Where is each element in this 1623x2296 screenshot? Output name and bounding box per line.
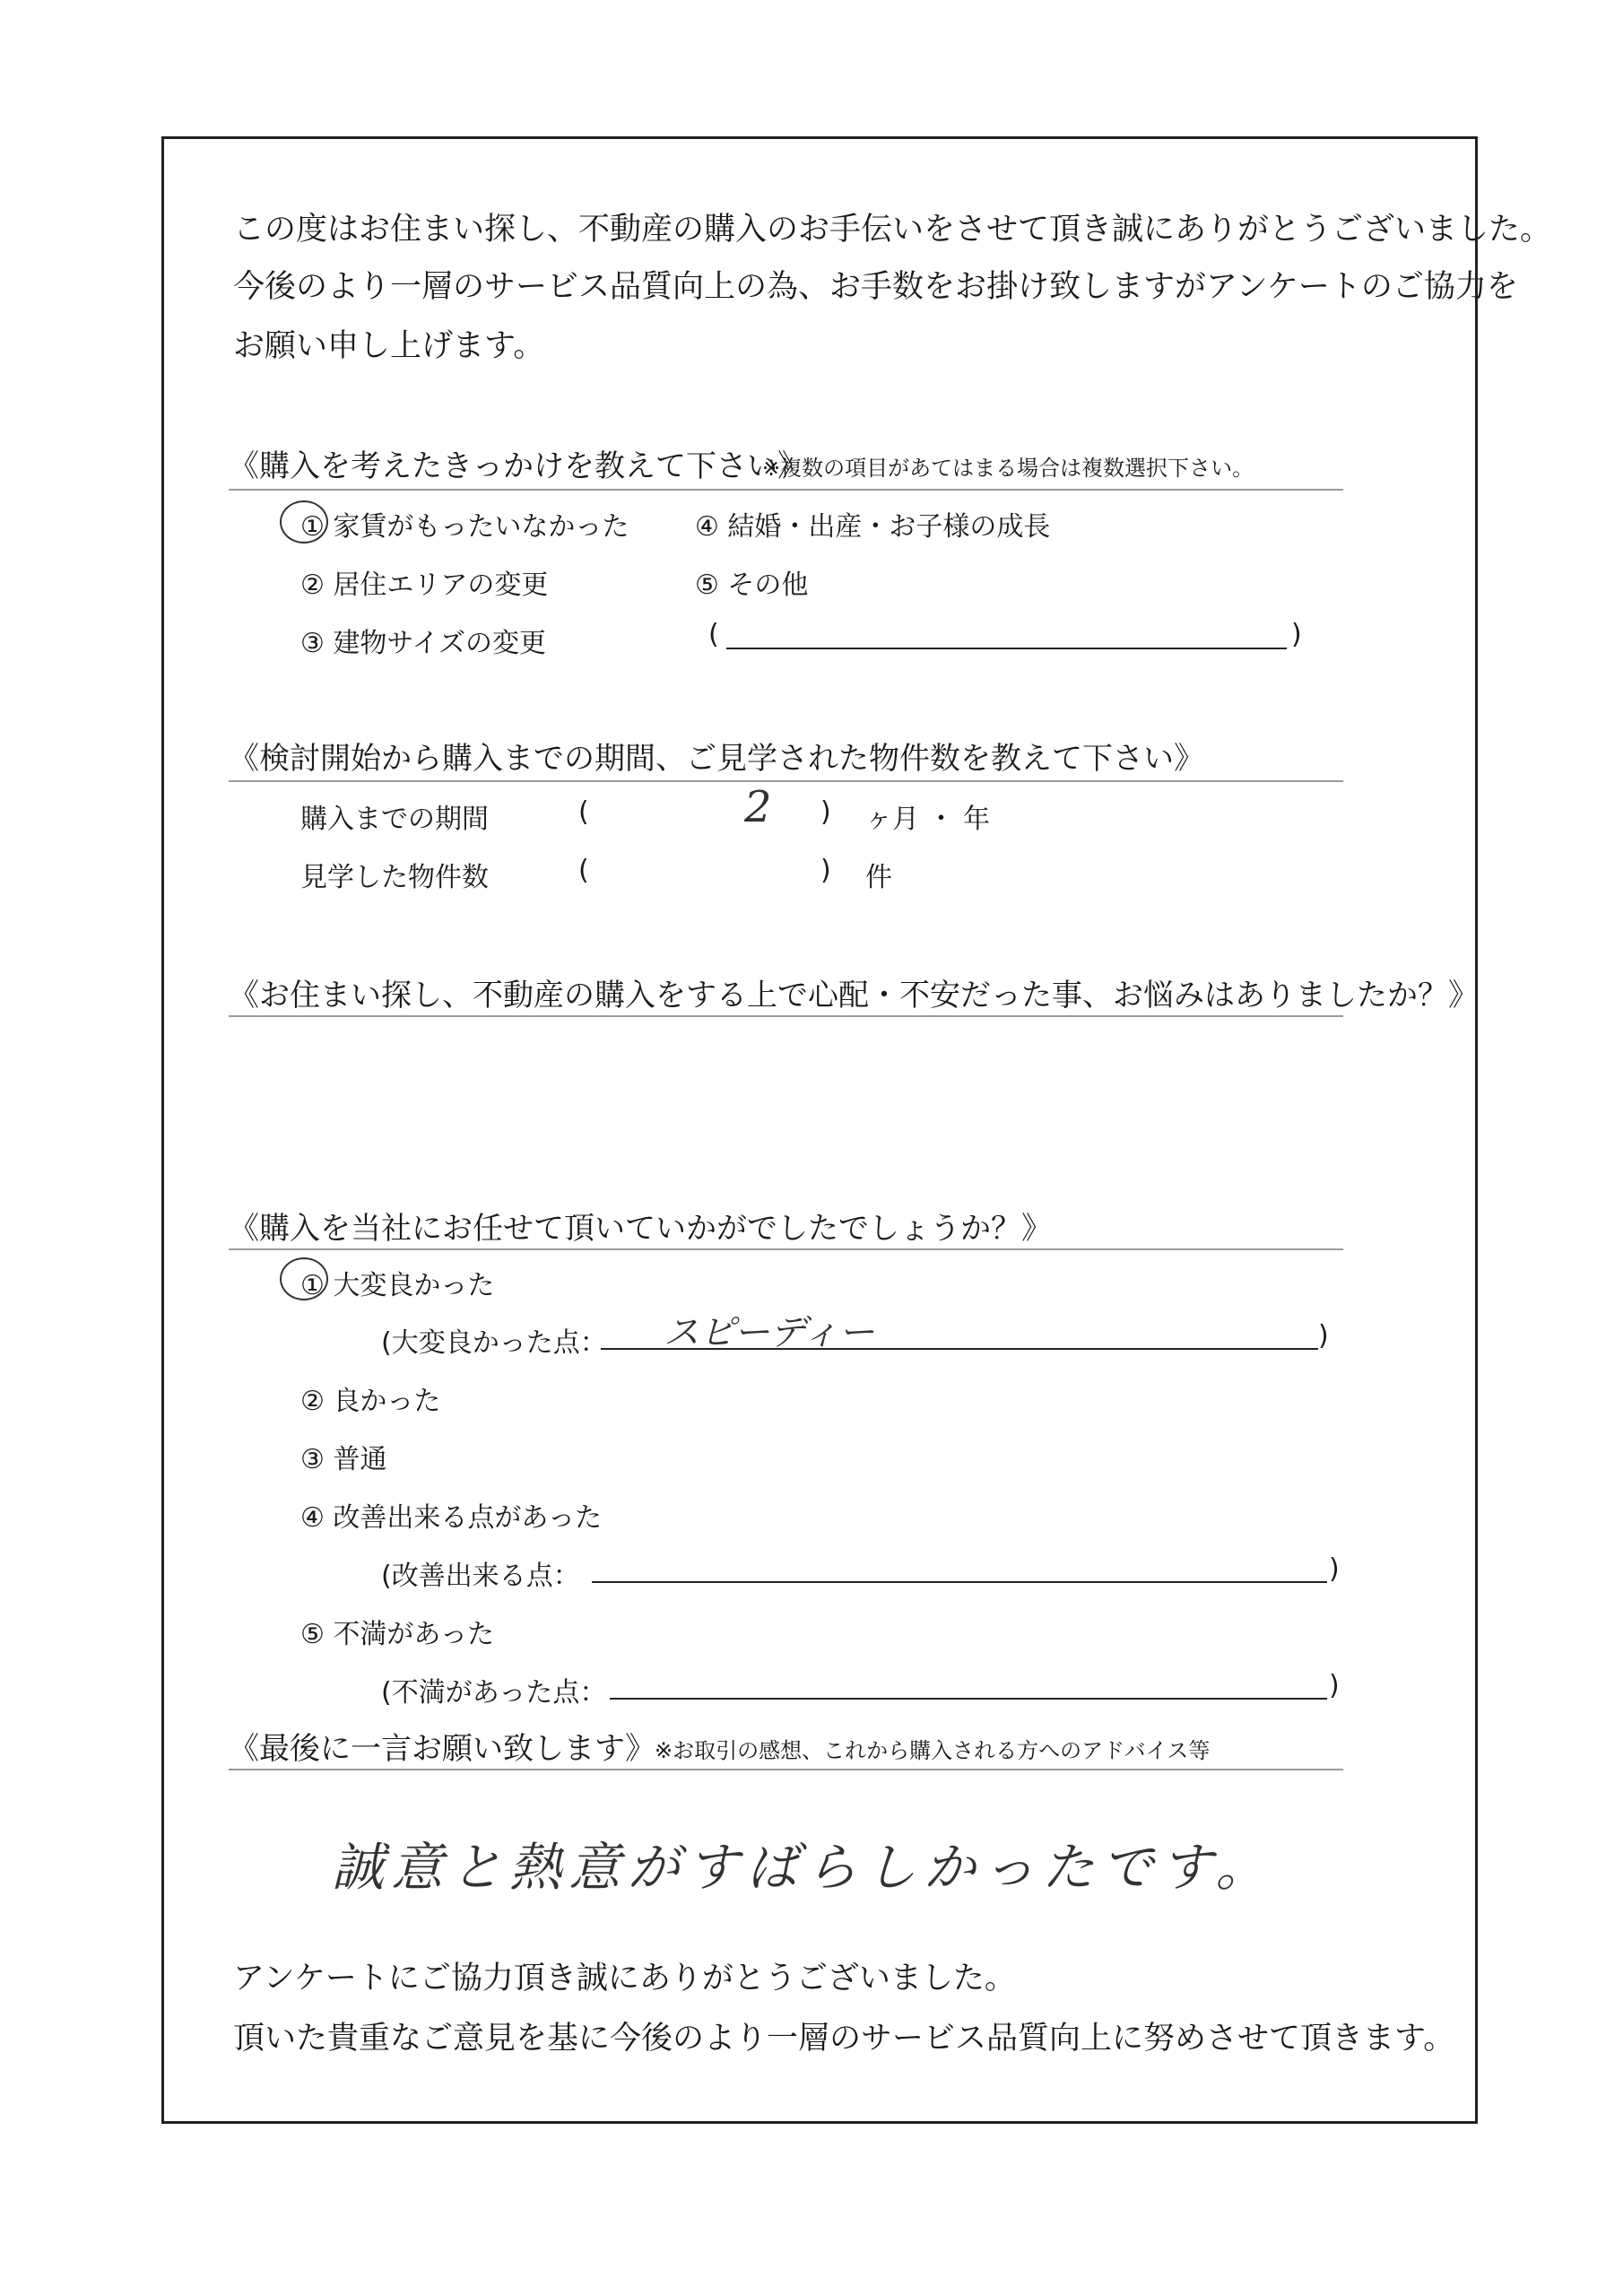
q4-option-1-detail-line [601, 1348, 1318, 1350]
q5-rule [229, 1769, 1343, 1770]
q4-option-1-detail-value[interactable]: スピーディー [664, 1312, 875, 1353]
q4-rule [229, 1248, 1343, 1250]
closing-line-1: アンケートにご協力頂き誠にありがとうございました。 [233, 1961, 1016, 1996]
q2-viewings-unit: 件 [865, 862, 892, 893]
q4-option-1-detail-label: (大変良かった点： [381, 1327, 607, 1359]
q4-option-3[interactable]: ③ 普通 [300, 1444, 387, 1475]
q1-option-3[interactable]: ③ 建物サイズの変更 [300, 628, 547, 659]
intro-line-3: お願い申し上げます。 [233, 328, 545, 364]
q4-option-5-close-paren: ) [1329, 1670, 1340, 1701]
q2-heading: 《検討開始から購入までの期間、ご見学された物件数を教えて下さい》 [229, 741, 1204, 777]
q2-viewings-label: 見学した物件数 [300, 862, 489, 893]
q4-option-5-detail-line[interactable] [610, 1698, 1327, 1700]
q1-other-input-line[interactable] [726, 648, 1287, 649]
q2-period-open-paren: ( [578, 796, 589, 828]
q5-answer[interactable]: 誠意と熱意がすばらしかったです。 [332, 1837, 1275, 1898]
q4-option-1-close-paren: ) [1318, 1320, 1329, 1352]
q4-option-1[interactable]: ① 大変良かった [300, 1270, 495, 1301]
q1-note: ※複数の項目があてはまる場合は複数選択下さい。 [762, 456, 1254, 481]
q1-rule [229, 489, 1343, 491]
q1-option-5[interactable]: ⑤ その他 [695, 570, 809, 601]
q4-heading: 《購入を当社にお任せて頂いていかがでしたでしょうか？》 [229, 1211, 1052, 1247]
q1-heading: 《購入を考えたきっかけを教えて下さい》 [229, 448, 808, 484]
q1-option-2[interactable]: ② 居住エリアの変更 [300, 570, 549, 601]
intro-line-2: 今後のより一層のサービス品質向上の為、お手数をお掛け致しますがアンケートのご協力を [233, 269, 1518, 305]
q2-period-value[interactable]: 2 [744, 782, 772, 832]
q1-other-close-paren: ) [1291, 619, 1302, 650]
q4-option-5[interactable]: ⑤ 不満があった [300, 1619, 495, 1650]
q2-period-label: 購入までの期間 [300, 804, 489, 835]
closing-line-2: 頂いた貴重なご意見を基に今後のより一層のサービス品質向上に努めさせて頂きます。 [233, 2021, 1455, 2057]
q4-option-4-close-paren: ) [1329, 1553, 1340, 1585]
q1-other-open-paren: ( [708, 619, 719, 650]
q4-option-2[interactable]: ② 良かった [300, 1386, 441, 1417]
q3-rule [229, 1015, 1343, 1017]
q2-period-close-paren: ) [820, 796, 831, 828]
q2-period-unit: ヶ月 ・ 年 [865, 804, 991, 835]
q5-note: ※お取引の感想、これから購入される方へのアドバイス等 [655, 1738, 1211, 1763]
q2-rule [229, 780, 1343, 782]
q2-viewings-close-paren: ) [820, 855, 831, 886]
q4-option-4-detail-line[interactable] [592, 1581, 1327, 1583]
q4-option-4-detail-label: (改善出来る点： [381, 1561, 580, 1592]
q2-viewings-open-paren: ( [578, 855, 589, 886]
q1-option-4[interactable]: ④ 結婚・出産・お子様の成長 [695, 511, 1051, 543]
intro-line-1: この度はお住まい探し、不動産の購入のお手伝いをさせて頂き誠にありがとうございました。 [233, 212, 1552, 248]
q5-heading: 《最後に一言お願い致します》 [229, 1731, 655, 1767]
q4-option-4[interactable]: ④ 改善出来る点があった [300, 1502, 603, 1534]
q1-option-1[interactable]: ① 家賃がもったいなかった [300, 511, 629, 543]
q4-option-5-detail-label: (不満があった点： [381, 1677, 607, 1709]
q3-heading: 《お住まい探し、不動産の購入をする上で心配・不安だった事、お悩みはありましたか？》 [229, 978, 1479, 1013]
